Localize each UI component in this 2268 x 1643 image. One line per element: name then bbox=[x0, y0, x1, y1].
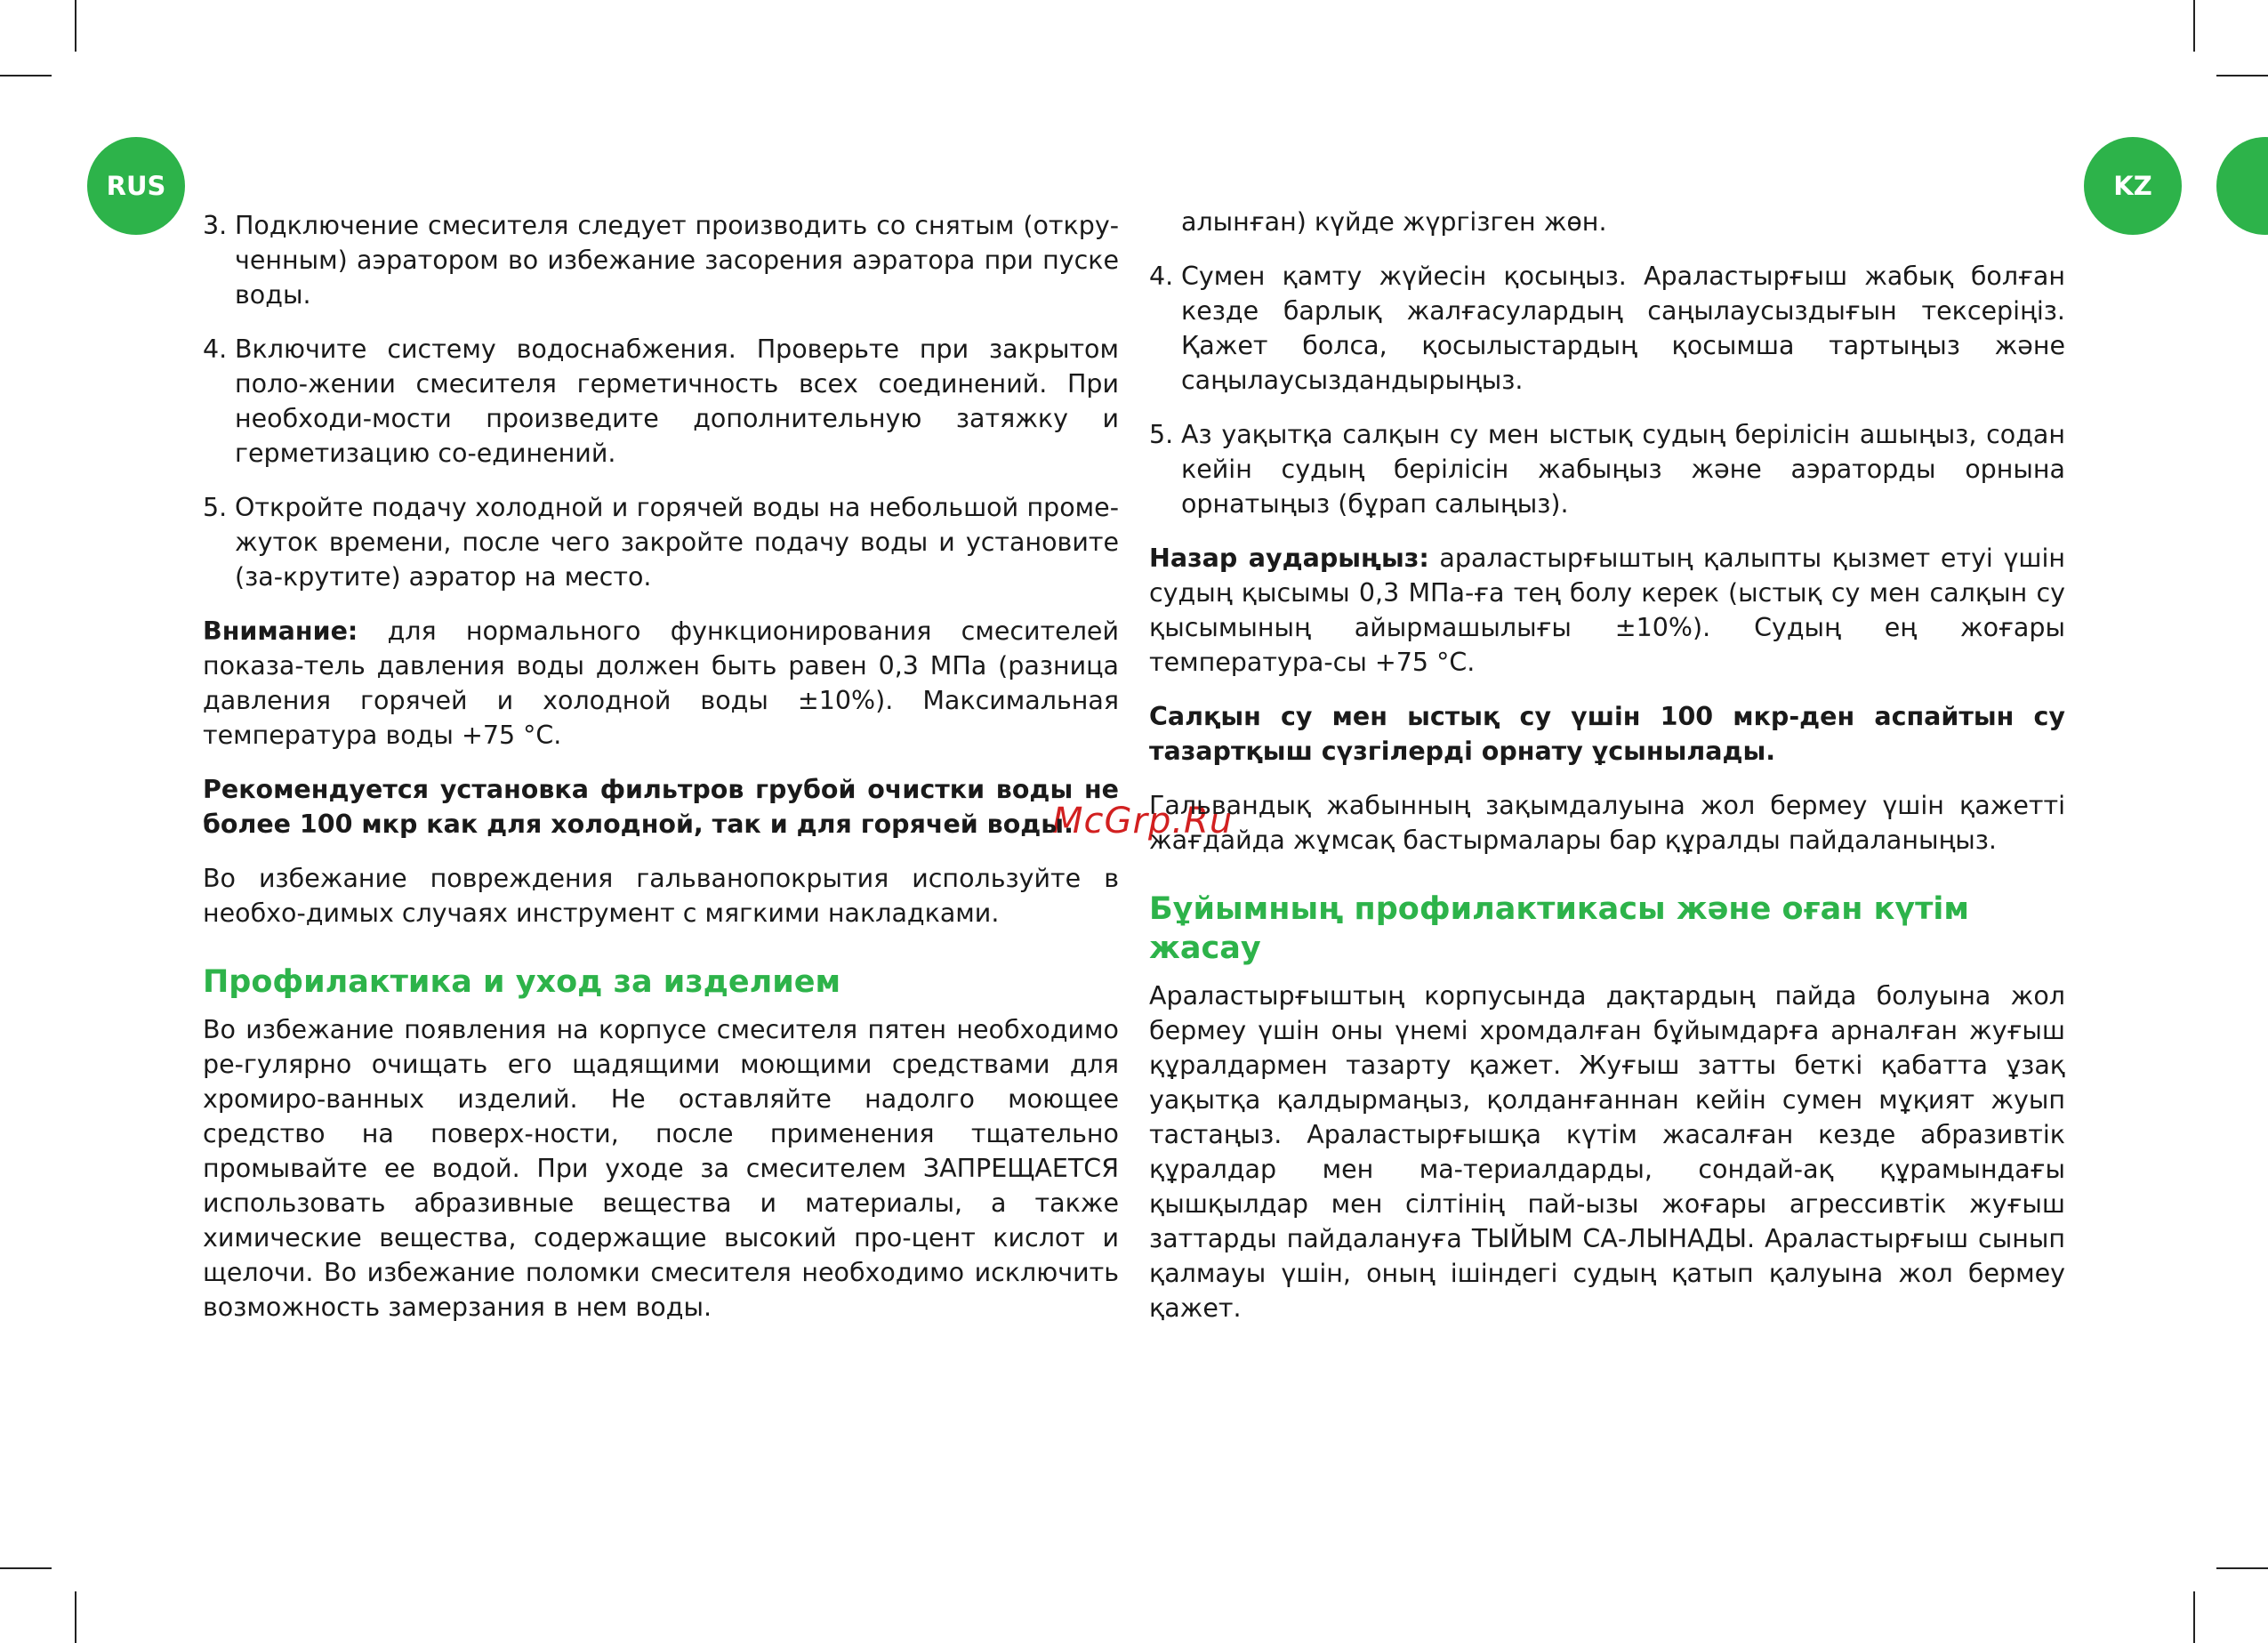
care-heading: Профилактика и уход за изделием bbox=[203, 964, 841, 1000]
list-item-number: 4. bbox=[203, 334, 228, 364]
filter-note: Рекомендуется установка фильтров грубой очистки воды не более 100 мкр как для холодной, так и для горячей воды. bbox=[203, 775, 1119, 839]
crop-mark bbox=[2216, 75, 2268, 77]
list-item-number: 4. bbox=[1149, 262, 1174, 291]
kazakh-column bbox=[1149, 205, 2065, 1325]
attention-text: араластырғыштың қалыпты қызмет етуі үшін судың қысымы 0,3 МПа-ға тең болу керек (ыстық су мен салқын су қысымының айырмашылығы ±10%). Судың ең жоғары температура-сы +75 °С. bbox=[1149, 544, 2065, 677]
list-item-text: Подключение смесителя следует производить со снятым (откру-ченным) аэратором во избежание засорения аэратора при пуске воды. bbox=[235, 211, 1119, 310]
list-item-text: Включите систему водоснабжения. Проверьте при закрытом поло-жении смесителя герметичность всех соединений. При необходи-мости произведите дополнительную затяжку и герметизацию со-единений. bbox=[235, 334, 1119, 468]
list-item bbox=[203, 208, 1119, 312]
crop-mark bbox=[75, 0, 76, 52]
list-item-text: Откройте подачу холодной и горячей воды на небольшой проме-жуток времени, после чего закройте подачу воды и установите (за-крутите) аэратор на место. bbox=[235, 493, 1119, 592]
list-item bbox=[1149, 417, 2065, 521]
filter-note: Салқын су мен ыстық су үшін 100 мкр-ден аспайтын су тазартқыш сүзгілерді орнату ұсынылады. bbox=[1149, 702, 2065, 766]
crop-mark bbox=[2216, 1567, 2268, 1569]
crop-mark bbox=[0, 1567, 52, 1569]
attention-paragraph bbox=[1149, 541, 2065, 680]
care-heading: Бұйымның профилактикасы және оған күтім жасау bbox=[1149, 891, 1970, 966]
watermark: McGrp.Ru bbox=[1052, 801, 1234, 842]
list-item-text: Аз уақытқа салқын су мен ыстық судың берілісін ашыңыз, содан кейін судың берілісін жабыңыз және аэраторды орнына орнатыңыз (бұрап салыңыз). bbox=[1181, 420, 2065, 519]
attention-paragraph bbox=[203, 614, 1119, 753]
list-item bbox=[203, 332, 1119, 471]
coating-note: Во избежание повреждения гальванопокрытия используйте в необхо-димых случаях инструмент с мягкими накладками. bbox=[203, 864, 1119, 928]
crop-mark bbox=[75, 1591, 76, 1643]
coating-note: Гальвандық жабынның зақымдалуына жол бермеу үшін қажетті жағдайда жұмсақ бастырмалары бар құралды пайдаланыңыз. bbox=[1149, 791, 2065, 855]
list-item bbox=[203, 490, 1119, 594]
care-text: Во избежание появления на корпусе смесителя пятен необходимо ре-гулярно очищать его щадящими моющими средствами для хромиро-ванных изделий. Не оставляйте надолго моющее средство на поверх-ности, после применения тщательно промывайте ее водой. При уходе за смесителем ЗАПРЕЩАЕТСЯ использовать абразивные вещества и материалы, а также химические вещества, содержащие высокий про-цент кислот и щелочи. Во избежание поломки смесителя необходимо исключить возможность замерзания в нем воды. bbox=[203, 1015, 1119, 1322]
attention-text: для нормального функционирования смесителей показа-тель давления воды должен быть равен 0,3 МПа (разница давления горячей и холодной воды ±10%). Максимальная температура воды +75 °С. bbox=[203, 616, 1119, 750]
attention-label: Назар аударыңыз: bbox=[1149, 544, 1429, 573]
next-page-badge-edge bbox=[2216, 137, 2268, 235]
list-item-text: Сумен қамту жүйесін қосыңыз. Араластырғыш жабық болған кезде барлық жалғасулардың саңылаусыздығын тексеріңіз. Қажет болса, қосылыстардың қосымша тартыңыз және саңылаусыздандырыңыз. bbox=[1181, 262, 2065, 395]
crop-mark bbox=[2193, 0, 2195, 52]
list-item-number: 5. bbox=[1149, 420, 1174, 449]
russian-column bbox=[203, 208, 1119, 1325]
care-text: Араластырғыштың корпусында дақтардың пайда болуына жол бермеу үшін оны үнемі хромдалған бұйымдарға арналған жуғыш құралдармен тазарту қажет. Жуғыш затты беткі қабатта ұзақ уақытқа қалдырмаңыз, қолданғаннан кейін сумен мұқият жуып тастаңыз. Араластырғышқа күтім жасалған кезде абразивтік құралдар мен ма-териалдарды, сондай-ақ құрамындағы қышқылдар мен сілтінің пай-ызы жоғары агрессивтік жуғыш заттарды пайдалануға ТЫЙЫМ СА-ЛЫНАДЫ. Араластырғыш сынып қалмауы үшін, оның ішіндегі судың қатып қалуына жол бермеу қажет. bbox=[1149, 981, 2065, 1323]
crop-mark bbox=[2193, 1591, 2195, 1643]
list-item-number: 3. bbox=[203, 211, 228, 240]
attention-label: Внимание: bbox=[203, 616, 358, 646]
language-badge-kz: KZ bbox=[2084, 137, 2182, 235]
continuation-text: алынған) күйде жүргізген жөн. bbox=[1181, 207, 1607, 237]
language-badge-rus: RUS bbox=[87, 137, 185, 235]
list-item-number: 5. bbox=[203, 493, 228, 522]
list-item bbox=[1149, 259, 2065, 398]
crop-mark bbox=[0, 75, 52, 77]
